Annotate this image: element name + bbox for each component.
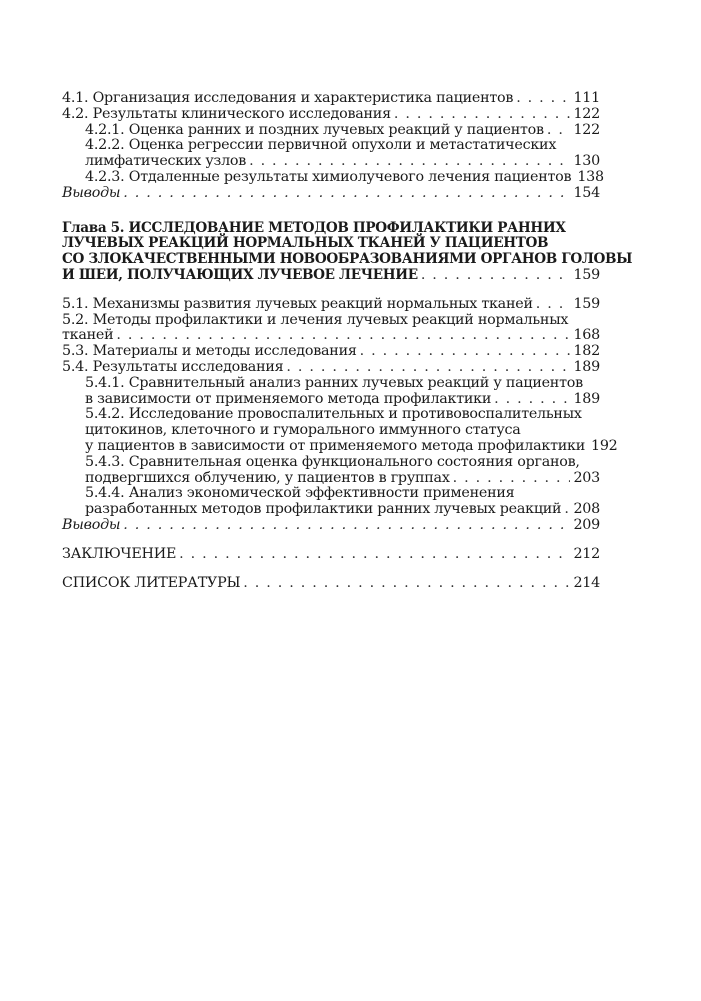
toc-entry-title: СПИСОК ЛИТЕРАТУРЫ: [62, 574, 241, 591]
toc-page-number: 182: [573, 343, 600, 360]
toc-entry-4-2: [62, 107, 600, 123]
toc-page-number: 168: [573, 327, 600, 344]
toc-page-number: 111: [573, 90, 600, 106]
toc-entry-title: Выводы: [62, 516, 121, 533]
toc-entry-references: [62, 576, 600, 592]
toc-entry-4-2-3: [62, 168, 604, 186]
toc-entry-5-4-4: [62, 486, 600, 518]
toc-page-number: 138: [577, 168, 604, 185]
toc-page-number: 203: [573, 469, 600, 486]
chapter-title-line: Глава 5. ИССЛЕДОВАНИЕ МЕТОДОВ ПРОФИЛАКТИКИ РАННИХ: [62, 219, 566, 236]
toc-entry-title-line: подвергшихся облучению, у пациентов в группах: [85, 469, 450, 486]
toc-entry-title: Выводы: [62, 184, 121, 201]
dot-leader: [286, 360, 570, 376]
toc-entry-title-line: 5.4.1. Сравнительный анализ ранних лучевых реакций у пациентов: [85, 374, 583, 391]
toc-entry-title-line: 5.4.4. Анализ экономической эффективности применения: [85, 485, 515, 502]
toc-entry-5-4-3: [62, 455, 600, 487]
toc-page-number: 212: [573, 545, 600, 562]
toc-page-number: 122: [573, 105, 600, 122]
toc-entry-4-1: [62, 91, 600, 107]
table-of-contents: [62, 90, 633, 591]
dot-leader: [516, 91, 570, 107]
toc-page-number: 192: [590, 437, 618, 454]
dot-leader: [421, 268, 571, 284]
dot-leader: [360, 344, 571, 360]
toc-entry-title: 5.4. Результаты исследования: [62, 358, 284, 375]
toc-entry-title-line: 5.2. Методы профилактики и лечения лучевых реакций нормальных: [62, 311, 569, 328]
toc-entry-conclusion: [62, 547, 600, 563]
toc-entry-title: ЗАКЛЮЧЕНИЕ: [62, 545, 177, 562]
dot-leader: [394, 107, 571, 123]
toc-entry-5-4: [62, 360, 600, 376]
dot-leader: [453, 471, 571, 487]
toc-page-number: 208: [573, 501, 600, 518]
toc-entry-title: 4.2.3. Отдаленные результаты химиолучевого лечения пациентов: [85, 168, 572, 185]
dot-leader: [116, 328, 570, 344]
toc-entry-title: 5.1. Механизмы развития лучевых реакций нормальных тканей: [62, 295, 533, 312]
chapter-title-line: СО ЗЛОКАЧЕСТВЕННЫМИ НОВООБРАЗОВАНИЯМИ ОРГАНОВ ГОЛОВЫ: [62, 251, 633, 268]
dot-leader: [494, 392, 570, 408]
toc-page-number: 214: [573, 574, 600, 591]
dot-leader: [536, 297, 571, 313]
toc-entry-4-2-1: [62, 123, 600, 139]
toc-page-number: 209: [573, 516, 600, 533]
toc-page-number: 130: [573, 153, 600, 170]
toc-entry-title-line: в зависимости от применяемого метода профилактики: [85, 390, 492, 407]
toc-entry-title-line: разработанных методов профилактики ранних лучевых реакций: [85, 501, 562, 518]
toc-entry-title-line: у пациентов в зависимости от применяемого метода профилактики: [85, 437, 585, 454]
toc-entry-5-2: [62, 313, 600, 345]
dot-leader: [243, 576, 570, 592]
dot-leader: [249, 154, 570, 170]
toc-entry-title: 4.2. Результаты клинического исследования: [62, 105, 391, 122]
dot-leader: [123, 518, 570, 534]
toc-entry-title: 5.3. Материалы и методы исследования: [62, 343, 357, 360]
toc-page-number: 189: [573, 390, 600, 407]
dot-leader: [179, 547, 570, 563]
toc-entry-5-4-2: [62, 406, 618, 454]
toc-chapter-5: [62, 219, 633, 284]
toc-page-number: 159: [573, 266, 600, 283]
toc-entry-5-4-1: [62, 376, 600, 408]
chapter-title-line: ЛУЧЕВЫХ РЕАКЦИЙ НОРМАЛЬНЫХ ТКАНЕЙ У ПАЦИЕНТОВ: [62, 235, 549, 252]
toc-entry-title-line: лимфатических узлов: [85, 153, 247, 170]
toc-entry-conclusions-ch5: [62, 518, 600, 534]
toc-entry-title-line: 4.2.2. Оценка регрессии первичной опухоли и метастатических: [85, 137, 557, 154]
toc-entry-5-3: [62, 344, 600, 360]
toc-page-number: 122: [573, 121, 600, 138]
toc-entry-4-2-2: [62, 138, 600, 170]
toc-entry-conclusions-ch4: [62, 186, 600, 202]
toc-page-number: 189: [573, 358, 600, 375]
dot-leader: [123, 186, 570, 202]
toc-entry-title: 4.2.1. Оценка ранних и поздних лучевых реакций у пациентов: [85, 121, 544, 138]
toc-entry-title-line: 5.4.2. Исследование провоспалительных и противовоспалительных: [85, 406, 582, 423]
dot-leader: [564, 502, 570, 518]
toc-entry-title-line: цитокинов, клеточного и гуморального иммунного статуса: [85, 422, 521, 439]
dot-leader: [547, 123, 571, 139]
toc-entry-title: 4.1. Организация исследования и характеристика пациентов: [62, 90, 514, 106]
toc-page-number: 154: [573, 184, 600, 201]
toc-page-number: 159: [573, 295, 600, 312]
toc-entry-5-1: [62, 297, 600, 313]
chapter-title-line: И ШЕИ, ПОЛУЧАЮЩИХ ЛУЧЕВОЕ ЛЕЧЕНИЕ: [62, 266, 418, 283]
toc-entry-title-line: тканей: [62, 327, 114, 344]
toc-entry-title-line: 5.4.3. Сравнительная оценка функционального состояния органов,: [85, 453, 580, 470]
